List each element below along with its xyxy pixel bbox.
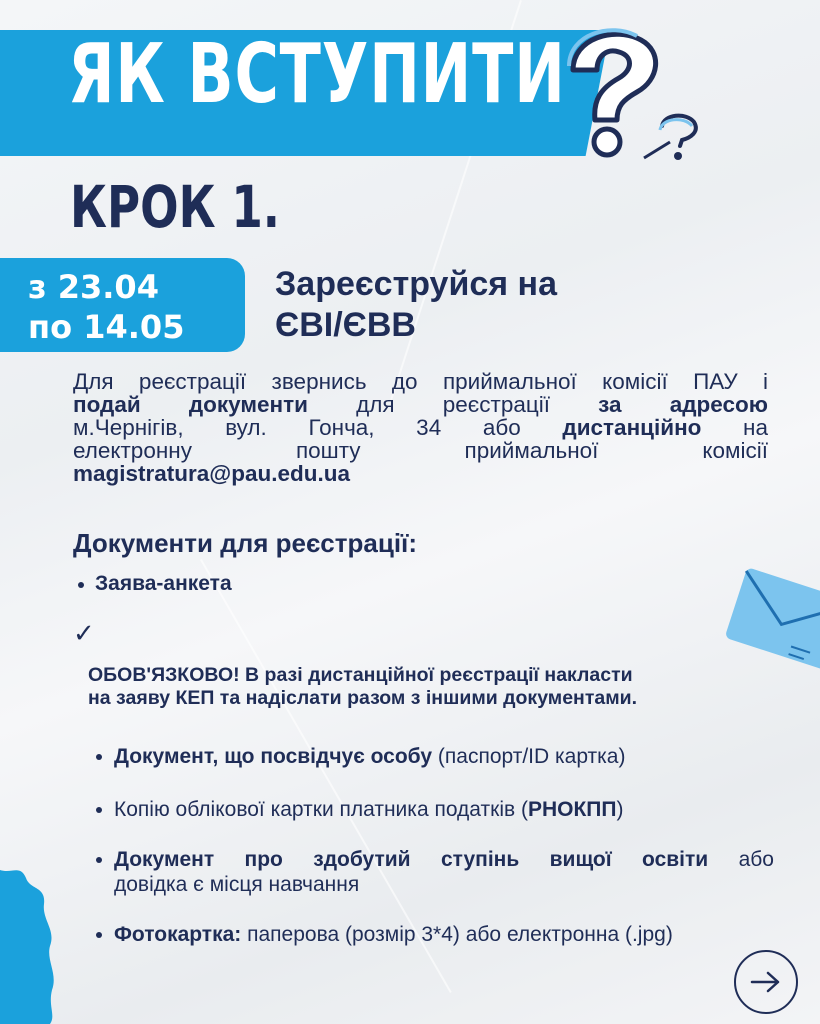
list-item: Документ, що посвідчує особу (паспорт/ID картка) xyxy=(114,744,774,769)
arrow-right-icon xyxy=(750,970,782,994)
instructions-line: м.Чернігів, вул. Гонча, 34 або дистанційно на xyxy=(73,415,768,440)
next-button[interactable] xyxy=(734,950,798,1014)
paint-splash-decoration xyxy=(0,860,60,1024)
instructions-line: Для реєстрації звернись до приймальної комісії ПАУ і xyxy=(73,369,768,394)
date-range-badge xyxy=(0,258,245,352)
registration-title-line2: ЄВІ/ЄВВ xyxy=(275,306,416,344)
date-to: по 14.05 xyxy=(28,308,185,346)
email-address[interactable]: magistratura@pau.edu.ua xyxy=(73,461,350,486)
notice-line: ОБОВ'ЯЗКОВО! В разі дистанційної реєстрації накласти xyxy=(88,664,633,686)
registration-instructions xyxy=(73,370,768,485)
list-item: Документ про здобутий ступінь вищої освіти або довідка є місця навчання xyxy=(114,848,774,896)
documents-heading: Документи для реєстрації: xyxy=(73,528,418,558)
list-item: Заява-анкета xyxy=(95,572,232,595)
registration-title-line1: Зареєструйся на xyxy=(275,265,557,303)
date-from: з 23.04 xyxy=(28,268,159,306)
instructions-line: подай документи для реєстрації за адресою xyxy=(73,392,768,417)
envelope-icon xyxy=(720,560,820,670)
mandatory-notice xyxy=(88,664,788,710)
list-item: Фотокартка: паперова (розмір 3*4) або електронна (.jpg) xyxy=(114,922,774,947)
list-item: Копію облікової картки платника податків (РНОКПП) xyxy=(114,797,774,822)
registration-title xyxy=(275,264,675,346)
checkmark-icon: ✓ xyxy=(73,618,95,648)
instructions-line: електронну пошту приймальної комісії xyxy=(73,438,768,463)
page-title: ЯК ВСТУПИТИ xyxy=(68,27,566,122)
step-label: КРОК 1. xyxy=(70,173,280,241)
notice-line: на заяву КЕП та надіслати разом з іншими документами. xyxy=(88,687,638,709)
small-question-mark-icon xyxy=(640,108,710,168)
